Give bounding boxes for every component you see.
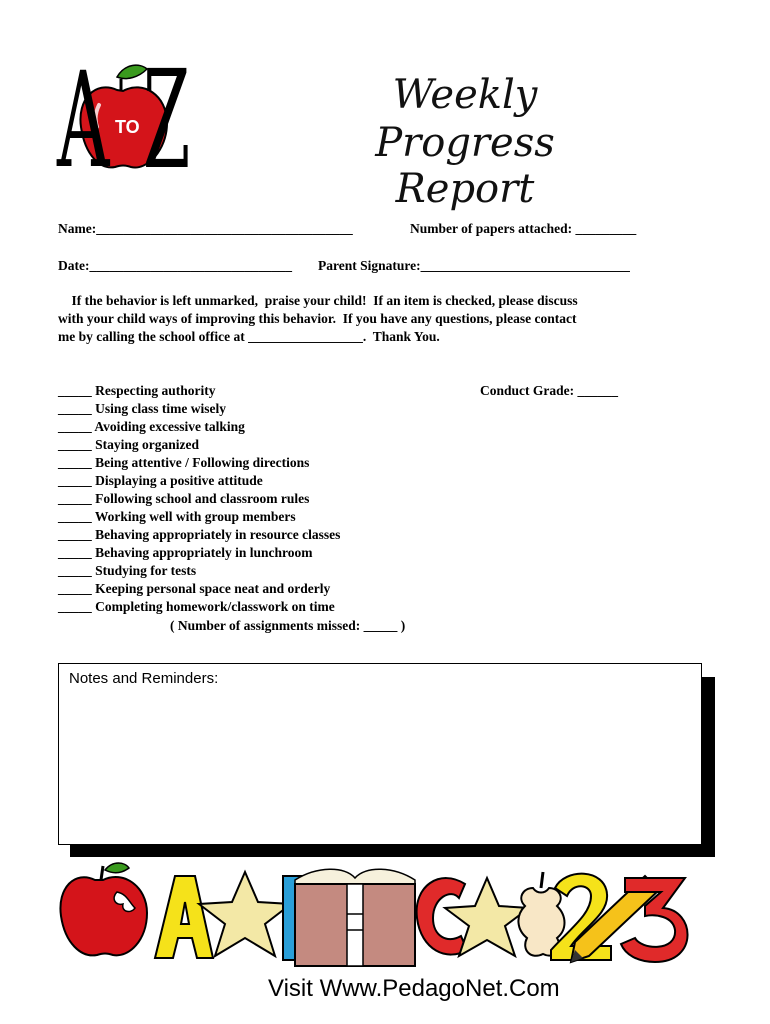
behavior-item[interactable]: _____ Keeping personal space neat and orderly [58, 581, 331, 596]
intro-line-1: If the behavior is left unmarked, praise your child! If an item is checked, please discuss [58, 293, 578, 308]
notes-label: Notes and Reminders: [69, 670, 219, 687]
logo-letter-a: A [57, 44, 110, 198]
number-3-icon [621, 878, 688, 962]
behavior-list [58, 382, 340, 616]
intro-paragraph [58, 292, 658, 346]
decorative-clipart-banner [55, 858, 705, 973]
conduct-grade-field[interactable]: Conduct Grade: ______ [480, 383, 618, 398]
assignments-missed-field[interactable]: ( Number of assignments missed: _____ ) [170, 618, 406, 633]
behavior-item[interactable]: _____ Using class time wisely [58, 401, 226, 416]
intro-line-3: me by calling the school office at _________________. Thank You. [58, 329, 440, 344]
date-field[interactable]: Date:______________________________ [58, 258, 292, 273]
behavior-item[interactable]: _____ Respecting authority [58, 383, 216, 398]
behavior-item[interactable]: _____ Displaying a positive attitude [58, 473, 263, 488]
behavior-item[interactable]: _____ Avoiding excessive talking [58, 419, 245, 434]
logo-letter-z: Z [143, 42, 191, 200]
star-icon [199, 872, 291, 956]
title-line-1: Weekly [392, 72, 538, 118]
behavior-item[interactable]: _____ Studying for tests [58, 563, 197, 578]
book-icon [295, 869, 415, 966]
notes-box[interactable] [58, 663, 702, 845]
papers-attached-field[interactable]: Number of papers attached: _________ [410, 221, 637, 236]
behavior-item[interactable]: _____ Working well with group members [58, 509, 296, 524]
apple-icon [60, 863, 147, 955]
title-line-2: Progress Report [375, 120, 555, 212]
behavior-item[interactable]: _____ Being attentive / Following directions [58, 455, 310, 470]
behavior-item[interactable]: _____ Completing homework/classwork on time [58, 599, 335, 614]
a-to-z-logo [55, 42, 215, 205]
parent-signature-field[interactable]: Parent Signature:_______________________________ [318, 258, 630, 273]
page-title [300, 72, 630, 212]
behavior-item[interactable]: _____ Behaving appropriately in lunchroom [58, 545, 313, 560]
name-field[interactable]: Name:______________________________________ [58, 221, 353, 236]
behavior-item[interactable]: _____ Staying organized [58, 437, 200, 452]
letter-a-icon [155, 876, 213, 958]
behavior-item[interactable]: _____ Behaving appropriately in resource classes [58, 527, 341, 542]
intro-line-2: with your child ways of improving this behavior. If you have any questions, please contact [58, 311, 577, 326]
behavior-item[interactable]: _____ Following school and classroom rules [58, 491, 310, 506]
logo-to: TO [115, 117, 140, 137]
footer-link[interactable]: Visit Www.PedagoNet.Com [268, 975, 560, 1002]
